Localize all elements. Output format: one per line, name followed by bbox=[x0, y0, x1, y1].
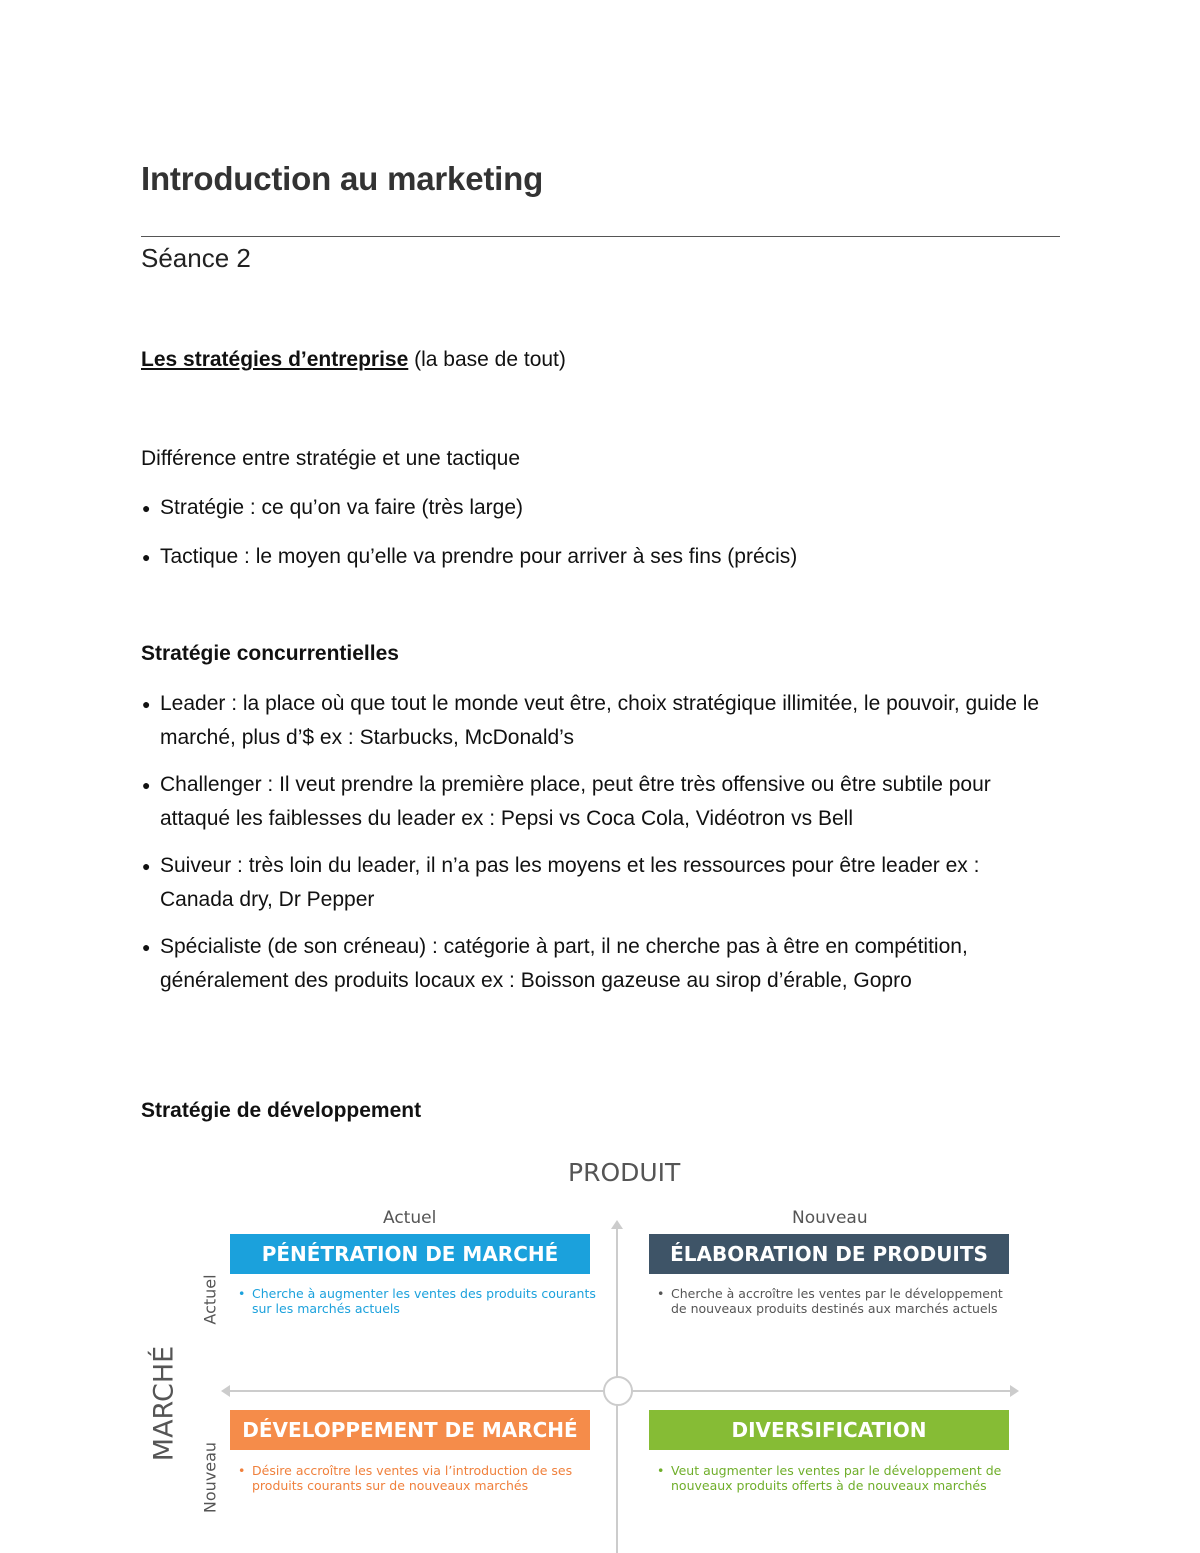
quadrant-developpement-desc bbox=[234, 1463, 602, 1493]
quadrant-diversification-title: DIVERSIFICATION bbox=[649, 1410, 1009, 1450]
row-label-nouveau: Nouveau bbox=[200, 1441, 220, 1514]
bullet-icon: • bbox=[238, 1463, 246, 1478]
bullet-icon: ● bbox=[142, 549, 151, 565]
axis-center-circle bbox=[603, 1376, 633, 1406]
list-item-text: Leader : la place où que tout le monde veut être, choix stratégique illimitée, le pouvoir, guide le marché, plus d’$ ex : Starbucks, McDonald’s bbox=[160, 692, 1040, 749]
list-item-text: Tactique : le moyen qu’elle va prendre pour arriver à ses fins (précis) bbox=[160, 545, 798, 568]
list-item bbox=[141, 930, 1010, 998]
bullet-icon: ● bbox=[142, 858, 151, 874]
list-item-text: Stratégie : ce qu’on va faire (très large) bbox=[160, 496, 524, 519]
arrow-left-icon bbox=[221, 1385, 230, 1397]
title-divider bbox=[141, 236, 1060, 237]
arrow-up-icon bbox=[611, 1220, 623, 1229]
quadrant-elaboration-desc bbox=[653, 1286, 1021, 1316]
list-item bbox=[141, 687, 1041, 755]
list-item bbox=[141, 540, 1061, 574]
strategy-tactic-list bbox=[141, 491, 1061, 574]
list-item bbox=[141, 849, 1041, 917]
list-item bbox=[141, 768, 1041, 836]
list-item-text: Suiveur : très loin du leader, il n’a pas les moyens et les ressources pour être leader ex : Canada dry, Dr Pepper bbox=[160, 854, 980, 911]
produit-label: PRODUIT bbox=[568, 1158, 681, 1187]
ansoff-matrix bbox=[150, 1150, 1030, 1553]
arrow-right-icon bbox=[1010, 1385, 1019, 1397]
bullet-icon: ● bbox=[142, 696, 151, 712]
quadrant-penetration-desc bbox=[234, 1286, 602, 1316]
bullet-icon: ● bbox=[142, 500, 151, 516]
list-item-text: Spécialiste (de son créneau) : catégorie à part, il ne cherche pas à être en compétition, généralement des produits locaux ex : Boisson gazeuse au sirop d’érable, Gopro bbox=[160, 935, 968, 992]
row-label-actuel: Actuel bbox=[200, 1274, 220, 1325]
column-label-nouveau: Nouveau bbox=[792, 1208, 868, 1228]
difference-intro: Différence entre stratégie et une tactique bbox=[141, 447, 521, 470]
quadrant-penetration-title: PÉNÉTRATION DE MARCHÉ bbox=[230, 1234, 590, 1274]
quadrant-elaboration-desc-text: Cherche à accroître les ventes par le développement de nouveaux produits destinés aux marchés actuels bbox=[671, 1286, 1003, 1316]
section-heading-strategies-title: Les stratégies d’entreprise bbox=[141, 348, 409, 371]
list-item-text: Challenger : Il veut prendre la première place, peut être très offensive ou être subtile pour attaqué les faiblesses du leader ex : Pepsi vs Coca Cola, Vidéotron vs Bell bbox=[160, 773, 991, 830]
section-heading-concurrentielles: Stratégie concurrentielles bbox=[141, 642, 399, 665]
bullet-icon: ● bbox=[142, 777, 151, 793]
bullet-icon: • bbox=[657, 1463, 665, 1478]
column-label-actuel: Actuel bbox=[383, 1208, 437, 1228]
quadrant-developpement-title: DÉVELOPPEMENT DE MARCHÉ bbox=[230, 1410, 590, 1450]
section-heading-strategies bbox=[141, 343, 566, 377]
quadrant-developpement-desc-text: Désire accroître les ventes via l’introduction de ses produits courants sur de nouveaux marchés bbox=[252, 1463, 573, 1493]
bullet-icon: ● bbox=[142, 939, 151, 955]
document-title: Introduction au marketing bbox=[141, 160, 544, 197]
quadrant-diversification-desc-text: Veut augmenter les ventes par le développement de nouveaux produits offerts à de nouveaux marchés bbox=[671, 1463, 1002, 1493]
list-item bbox=[141, 491, 1061, 525]
quadrant-elaboration-title: ÉLABORATION DE PRODUITS bbox=[649, 1234, 1009, 1274]
section-heading-developpement: Stratégie de développement bbox=[141, 1099, 422, 1122]
bullet-icon: • bbox=[657, 1286, 665, 1301]
document-subtitle: Séance 2 bbox=[141, 243, 251, 273]
bullet-icon: • bbox=[238, 1286, 246, 1301]
section-heading-strategies-suffix: (la base de tout) bbox=[408, 348, 566, 371]
quadrant-penetration-desc-text: Cherche à augmenter les ventes des produits courants sur les marchés actuels bbox=[252, 1286, 596, 1316]
marche-label: MARCHÉ bbox=[148, 1345, 180, 1462]
quadrant-diversification-desc bbox=[653, 1463, 1021, 1493]
competitive-strategy-list bbox=[141, 687, 1041, 998]
